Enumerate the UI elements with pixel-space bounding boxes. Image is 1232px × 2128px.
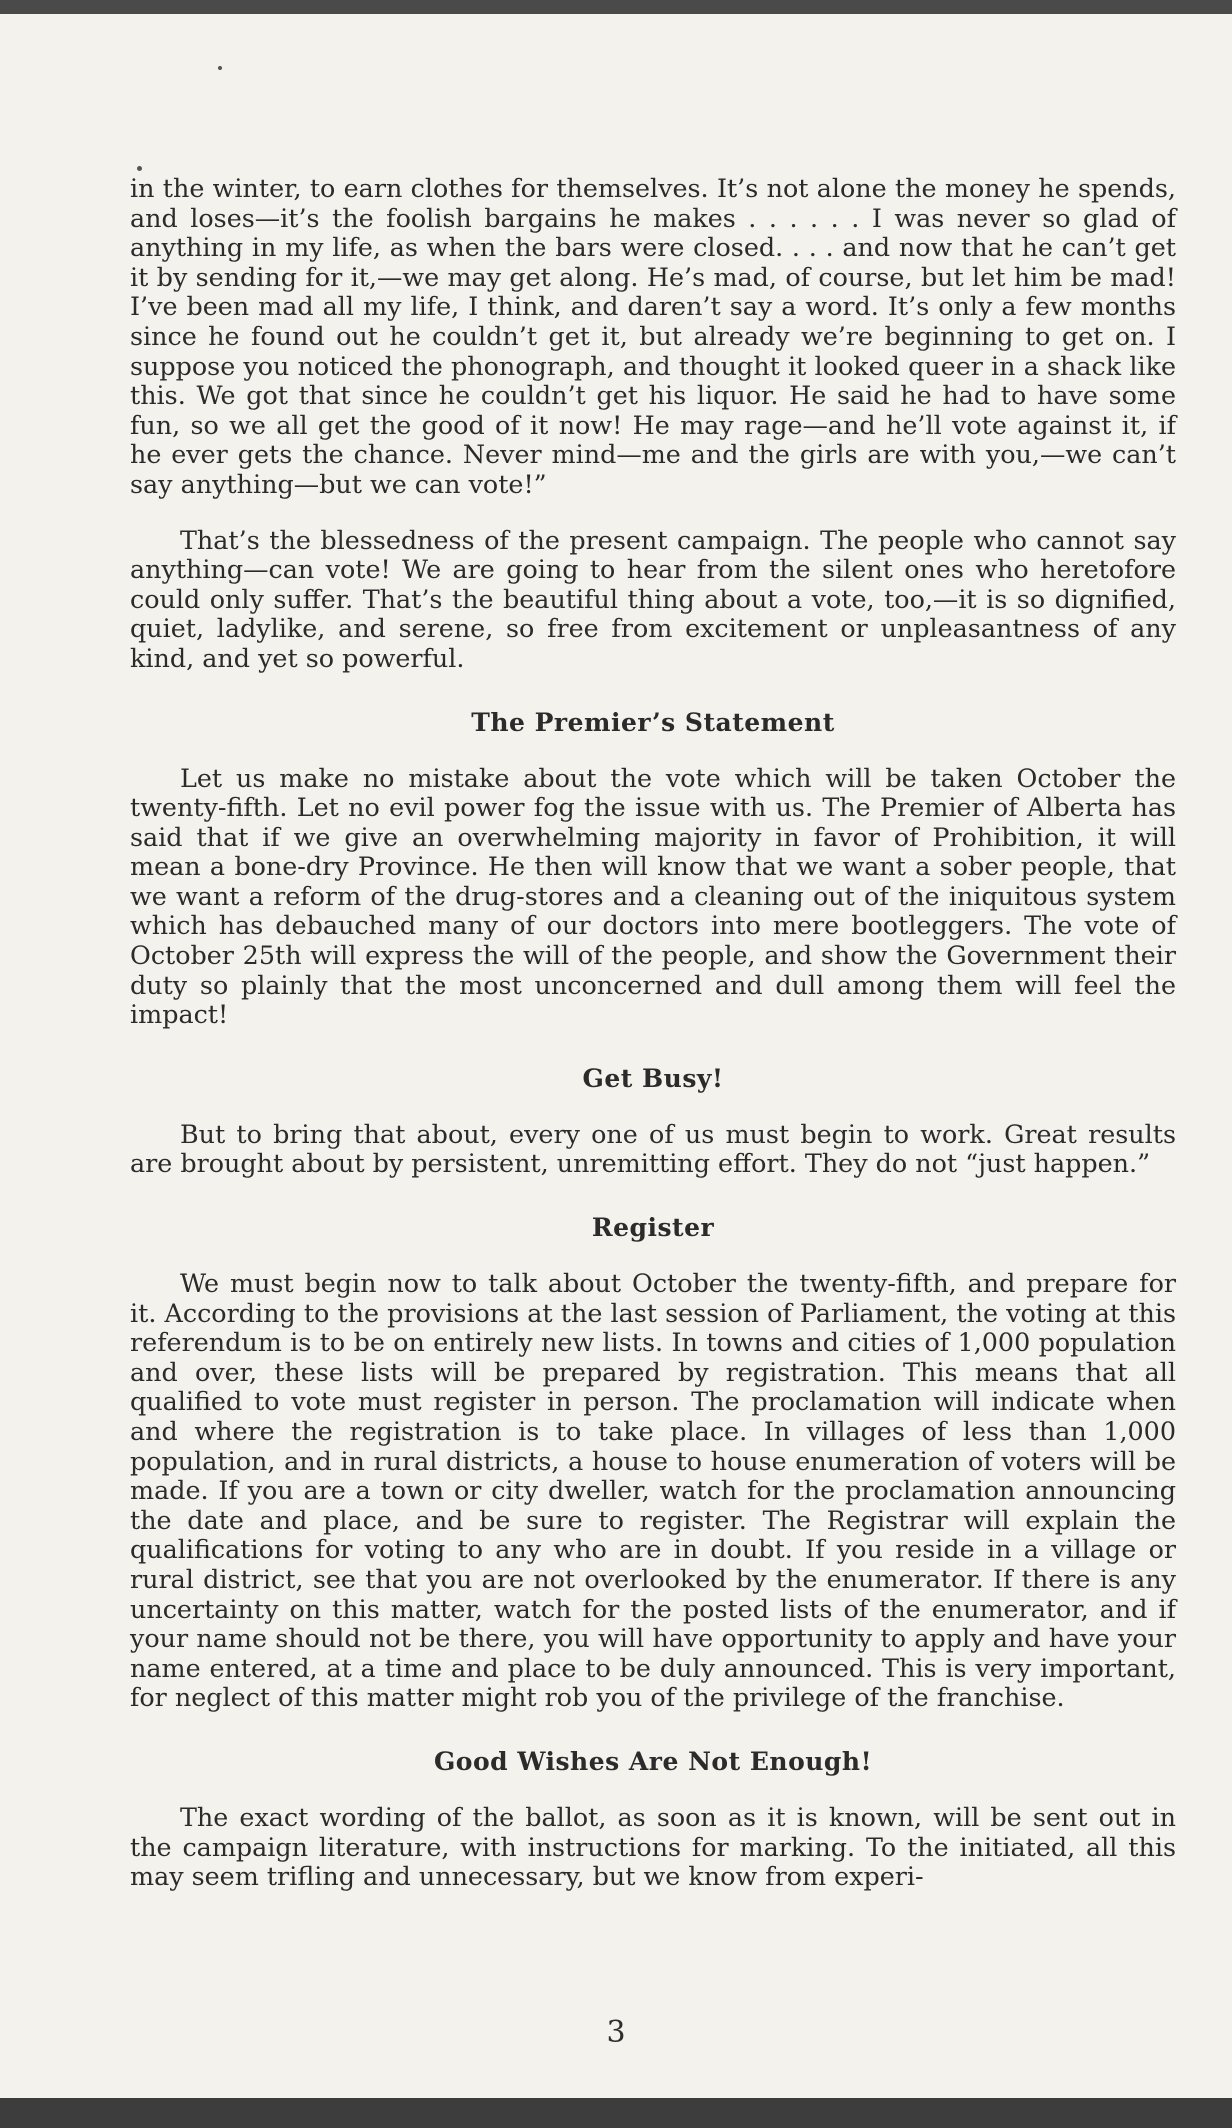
paragraph-get-busy: But to bring that about, every one of us must begin to work. Great results are brought about by persistent, unremitting effort. They do not “just happen.” (130, 1118, 1176, 1179)
heading-get-busy: Get Busy! (582, 1063, 724, 1093)
document-page (0, 14, 1232, 2098)
heading-good-wishes: Good Wishes Are Not Enough! (433, 1746, 873, 1776)
heading-register: Register (591, 1213, 715, 1243)
scan-speck (137, 166, 142, 171)
paragraph-continued: in the winter, to earn clothes for themselves. It’s not alone the money he spends, and loses—it’s the foolish bargains he makes . . . . . . I was never so glad of anything in my life, as when the bars were closed. . . . and now that he can’t get it by sending for it,—we may get along. He’s mad, of course, but let him be mad! I’ve been mad all my life, I think, and daren’t say a word. It’s only a few months since he found out he couldn’t get it, but already we’re beginning to get on. I suppose you noticed the phonograph, and thought it looked queer in a shack like this. We got that since he couldn’t get his liquor. He said he had to have some fun, so we all get the good of it now! He may rage—and he’ll vote against it, if he ever gets the chance. Never mind—me and the girls are with you,—we can’t say anything—but we can vote!” (130, 173, 1176, 499)
scan-bottom-border (0, 2098, 1232, 2128)
heading-premiers-statement: The Premier’s Statement (471, 707, 835, 737)
page-number: 3 (606, 2015, 626, 2050)
body-text (130, 174, 1176, 1892)
paragraph-good-wishes: The exact wording of the ballot, as soon as it is known, will be sent out in the campaign literature, with instructions for marking. To the initiated, all this may seem trifling and unnecessary, but we know from experi- (130, 1801, 1176, 1892)
paragraph-blessedness: That’s the blessedness of the present campaign. The people who cannot say anything—can vote! We are going to hear from the silent ones who heretofore could only suffer. That’s the beautiful thing about a vote, too,—it is so dignified, quiet, ladylike, and serene, so free from excitement or unpleasantness of any kind, and yet so powerful. (130, 524, 1176, 673)
paragraph-premiers-statement: Let us make no mistake about the vote which will be taken October the twenty-fifth. Let no evil power fog the issue with us. The Premier of Alberta has said that if we give an overwhelming majority in favor of Prohibition, it will mean a bone-dry Province. He then will know that we want a sober people, that we want a reform of the drug-stores and a cleaning out of the iniquitous system which has debauched many of our doctors into mere bootleggers. The vote of October 25th will express the will of the people, and show the Government their duty so plainly that the most unconcerned and dull among them will feel the impact! (130, 762, 1176, 1030)
paragraph-register: We must begin now to talk about October the twenty-fifth, and prepare for it. According to the provisions at the last session of Parliament, the voting at this referendum is to be on entirely new lists. In towns and cities of 1,000 population and over, these lists will be prepared by registration. This means that all qualified to vote must register in person. The proclamation will indicate when and where the registration is to take place. In villages of less than 1,000 population, and in rural districts, a house to house enumeration of voters will be made. If you are a town or city dweller, watch for the proclamation announcing the date and place, and be sure to register. The Registrar will explain the qualifications for voting to any who are in doubt. If you reside in a village or rural district, see that you are not overlooked by the enumerator. If there is any uncertainty on this matter, watch for the posted lists of the enumerator, and if your name should not be there, you will have opportunity to apply and have your name entered, at a time and place to be duly announced. This is very important, for neglect of this matter might rob you of the privilege of the franchise. (130, 1268, 1176, 1713)
scan-speck (218, 66, 222, 70)
scan-top-border (0, 0, 1232, 14)
